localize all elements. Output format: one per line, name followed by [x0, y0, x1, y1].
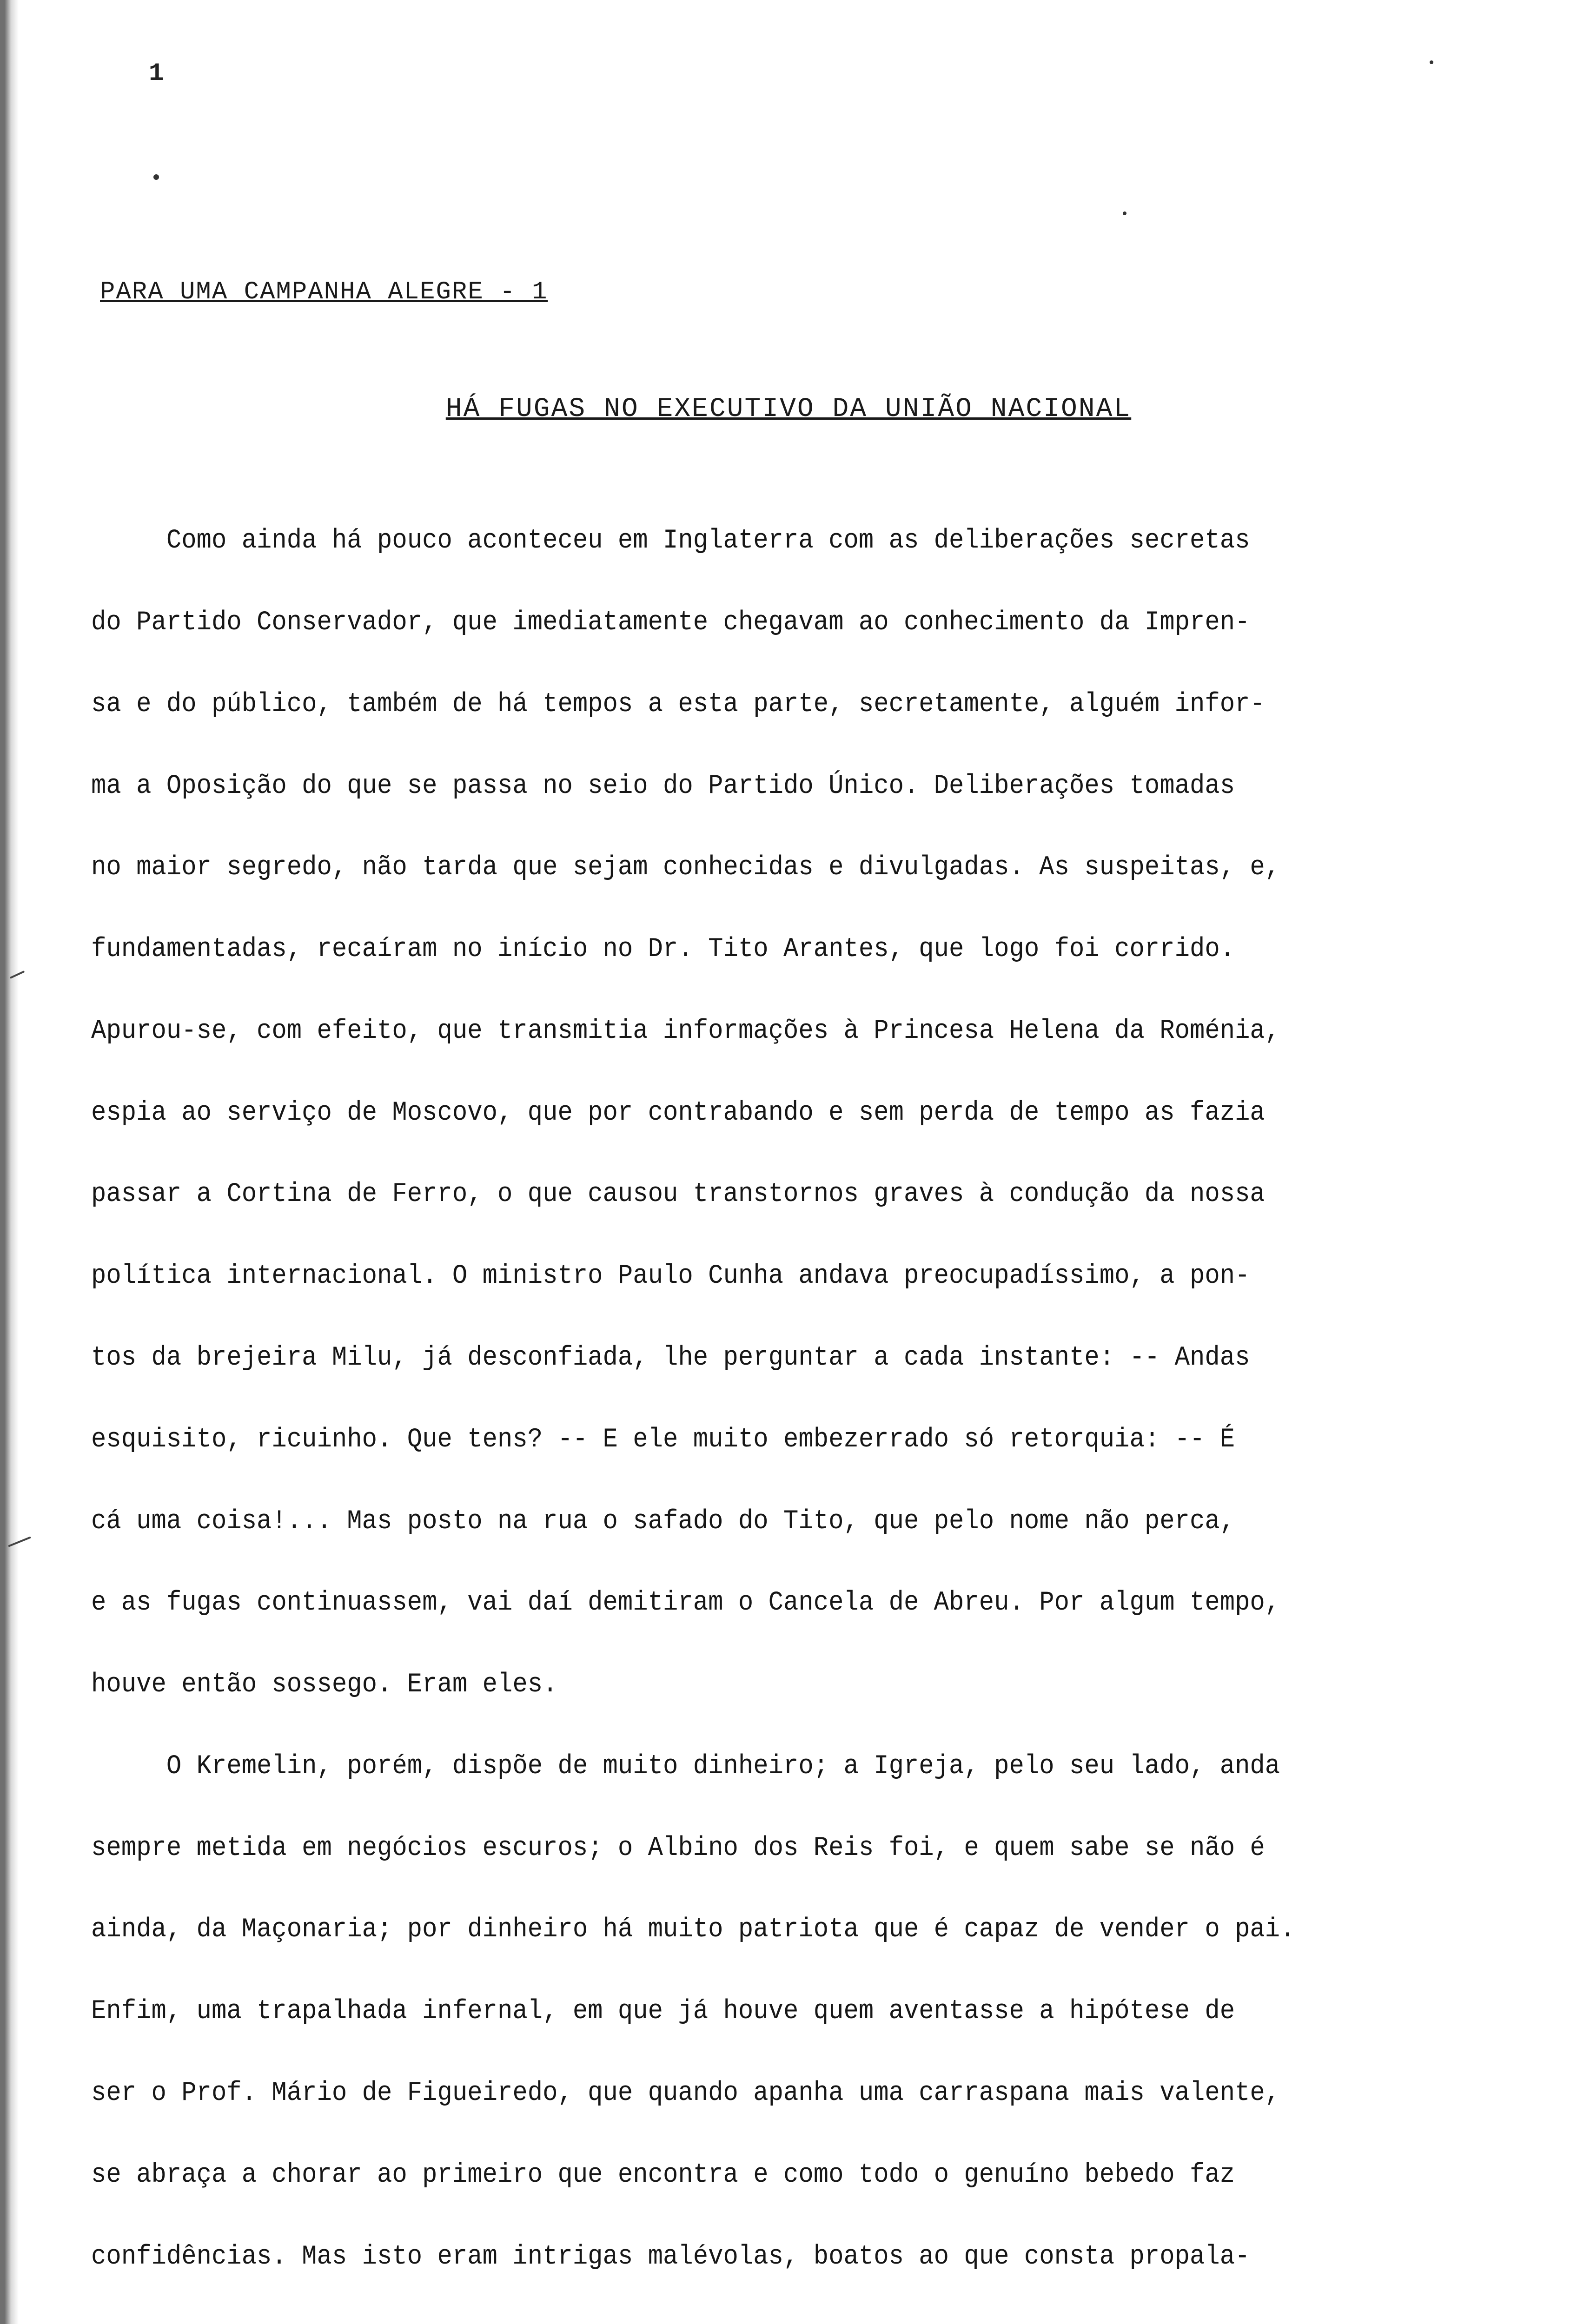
body-line: sa e do público, também de há tempos a esta parte, secretamente, alguém infor- — [91, 689, 1265, 720]
body-line: Apurou-se, com efeito, que transmitia informações à Princesa Helena da Roménia, — [91, 1016, 1280, 1046]
body-line: confidências. Mas isto eram intrigas malévolas, boatos ao que consta propala- — [91, 2241, 1250, 2272]
running-header: PARA UMA CAMPANHA ALEGRE - 1 — [100, 278, 548, 306]
body-line: se abraça a chorar ao primeiro que encontra e como todo o genuíno bebedo faz — [91, 2159, 1235, 2190]
body-line: Enfim, uma trapalhada infernal, em que já houve quem aventasse a hipótese de — [91, 1996, 1235, 2027]
body-line: ser o Prof. Mário de Figueiredo, que quando apanha uma carraspana mais valente, — [91, 2078, 1280, 2109]
ink-speck — [1123, 211, 1126, 215]
body-line: cá uma coisa!... Mas posto na rua o safado do Tito, que pelo nome não perca, — [91, 1506, 1235, 1537]
page-left-edge — [0, 0, 19, 2324]
body-line: fundamentadas, recaíram no início no Dr. Tito Arantes, que logo foi corrido. — [91, 934, 1235, 965]
body-line: passar a Cortina de Ferro, o que causou transtornos graves à condução da nossa — [91, 1179, 1265, 1210]
ink-speck — [153, 174, 159, 180]
body-line: no maior segredo, não tarda que sejam conhecidas e divulgadas. As suspeitas, e, — [91, 852, 1280, 883]
body-line: Como ainda há pouco aconteceu em Inglaterra com as deliberações secretas — [91, 526, 1250, 556]
ink-speck — [1430, 60, 1433, 64]
body-line: houve então sossego. Eram eles. — [91, 1670, 558, 1700]
body-line: O Kremelin, porém, dispõe de muito dinheiro; a Igreja, pelo seu lado, anda — [91, 1751, 1280, 1782]
body-line: espia ao serviço de Moscovo, que por contrabando e sem perda de tempo as fazia — [91, 1097, 1265, 1128]
body-line: esquisito, ricuinho. Que tens? -- E ele muito embezerrado só retorquia: -- É — [91, 1424, 1235, 1455]
body-line: tos da brejeira Milu, já desconfiada, lhe perguntar a cada instante: -- Andas — [91, 1343, 1250, 1373]
body-line: ainda, da Maçonaria; por dinheiro há muito patriota que é capaz de vender o pai. — [91, 1915, 1295, 1945]
page-number: 1 — [149, 59, 164, 88]
body-line: do Partido Conservador, que imediatamente chegavam ao conhecimento da Impren- — [91, 607, 1250, 638]
article-title: HÁ FUGAS NO EXECUTIVO DA UNIÃO NACIONAL — [445, 394, 1132, 424]
article-body — [91, 473, 1458, 2324]
body-line: política internacional. O ministro Paulo Cunha andava preocupadíssimo, a pon- — [91, 1261, 1250, 1292]
body-line: e as fugas continuassem, vai daí demitiram o Cancela de Abreu. Por algum tempo, — [91, 1588, 1280, 1618]
body-line: sempre metida em negócios escuros; o Albino dos Reis foi, e quem sabe se não é — [91, 1833, 1265, 1863]
body-line: ma a Oposição do que se passa no seio do Partido Único. Deliberações tomadas — [91, 771, 1235, 801]
